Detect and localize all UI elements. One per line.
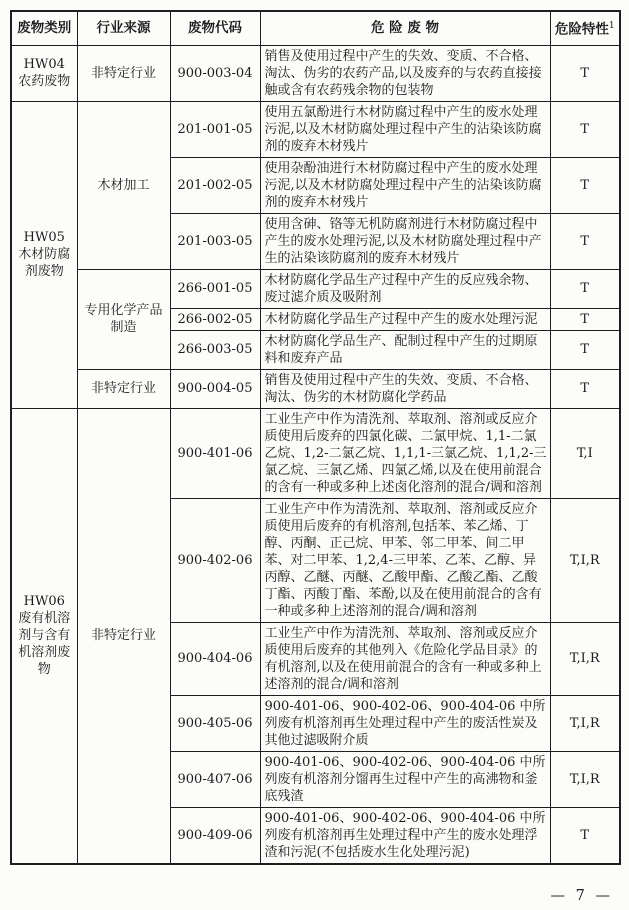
table-row (11, 101, 620, 157)
hazard-property-cell: T,I,R (550, 695, 620, 751)
header-industry-source: 行业来源 (77, 11, 170, 45)
waste-code-cell: 201-001-05 (170, 101, 260, 157)
industry-source-cell: 木材加工 (77, 101, 170, 269)
table-row (11, 269, 620, 308)
waste-code-cell: 201-002-05 (170, 157, 260, 213)
waste-code-cell: 266-001-05 (170, 269, 260, 308)
hazardous-waste-description-cell: 900-401-06、900-402-06、900-404-06 中所列废有机溶剂分馏再生过程中产生的高沸物和釜底残渣 (260, 751, 550, 807)
header-hazard-property-footnote: 1 (608, 21, 615, 31)
waste-code-cell: 201-003-05 (170, 213, 260, 269)
waste-code-cell: 266-003-05 (170, 330, 260, 369)
hazardous-waste-description-cell: 使用杂酚油进行木材防腐过程中产生的废水处理污泥,以及木材防腐处理过程中产生的沾染该防腐剂的废弃木材残片 (260, 157, 550, 213)
header-row (11, 11, 620, 45)
hazardous-waste-description-cell: 工业生产中作为清洗剂、萃取剂、溶剂或反应介质使用后废弃的四氯化碳、二氯甲烷、1,1-二氯乙烷、1,2-二氯乙烷、1,1,1-三氯乙烷、1,1,2-三氯乙烷、三氯乙烯、四氯乙烯,以及在使用前混合的含有一种或多种上述卤化溶剂的混合/调和溶剂 (260, 408, 550, 498)
hazard-property-cell: T,I,R (550, 622, 620, 695)
category-code: HW04 (23, 57, 65, 72)
waste-category-cell (11, 45, 77, 101)
category-code: HW06 (23, 594, 65, 609)
waste-code-cell: 900-003-04 (170, 45, 260, 101)
hazardous-waste-description-cell: 使用五氯酚进行木材防腐过程中产生的废水处理污泥,以及木材防腐处理过程中产生的沾染该防腐剂的废弃木材残片 (260, 101, 550, 157)
hazard-property-cell: T (550, 45, 620, 101)
hazardous-waste-description-cell: 使用含砷、铬等无机防腐剂进行木材防腐过程中产生的废水处理污泥,以及木材防腐处理过程中产生的沾染该防腐剂的废弃木材残片 (260, 213, 550, 269)
category-code: HW05 (23, 230, 65, 245)
table-row (11, 45, 620, 101)
hazardous-waste-description-cell: 销售及使用过程中产生的失效、变质、不合格、淘汰、伪劣的木材防腐化学药品 (260, 369, 550, 408)
hazardous-waste-description-cell: 木材防腐化学品生产过程中产生的反应残余物、废过滤介质及吸附剂 (260, 269, 550, 308)
waste-code-cell: 900-405-06 (170, 695, 260, 751)
hazard-property-cell: T (550, 330, 620, 369)
category-name: 农药废物 (18, 74, 71, 89)
hazardous-waste-description-cell: 木材防腐化学品生产、配制过程中产生的过期原料和废弃产品 (260, 330, 550, 369)
header-hazard-property-label: 危险特性 (554, 21, 609, 38)
hazardous-waste-description-cell: 900-401-06、900-402-06、900-404-06 中所列废有机溶剂再生处理过程中产生的废活性炭及其他过滤吸附介质 (260, 695, 550, 751)
header-hazard-property (550, 11, 620, 45)
header-hazardous-waste: 危 险 废 物 (260, 11, 550, 45)
hazard-property-cell: T (550, 101, 620, 157)
table-row (11, 369, 620, 408)
waste-code-cell: 900-402-06 (170, 498, 260, 622)
industry-source-cell: 非特定行业 (77, 408, 170, 864)
hazardous-waste-description-cell: 工业生产中作为清洗剂、萃取剂、溶剂或反应介质使用后废弃的有机溶剂,包括苯、苯乙烯、丁醇、丙酮、正己烷、甲苯、邻二甲苯、间二甲苯、对二甲苯、1,2,4-三甲苯、乙苯、乙醇、异丙醇、乙醚、丙醚、乙酸甲酯、乙酸乙酯、乙酸丁酯、丙酸丁酯、苯酚,以及在使用前混合的含有一种或多种上述溶剂的混合/调和溶剂 (260, 498, 550, 622)
waste-code-cell: 900-004-05 (170, 369, 260, 408)
hazard-property-cell: T (550, 157, 620, 213)
waste-code-cell: 900-409-06 (170, 807, 260, 864)
industry-source-cell: 专用化学产品制造 (77, 269, 170, 369)
hazard-property-cell: T,I (550, 408, 620, 498)
hazardous-waste-description-cell: 900-401-06、900-402-06、900-404-06 中所列废有机溶剂再生处理过程中产生的废水处理浮渣和污泥(不包括废水生化处理污泥) (260, 807, 550, 864)
category-name: 废有机溶剂与含有机溶剂废物 (18, 611, 71, 677)
industry-source-cell: 非特定行业 (77, 369, 170, 408)
waste-category-cell (11, 101, 77, 408)
waste-code-cell: 900-404-06 (170, 622, 260, 695)
waste-category-cell (11, 408, 77, 864)
hazardous-waste-description-cell: 工业生产中作为清洗剂、萃取剂、溶剂或反应介质使用后废弃的其他列入《危险化学品目录》的有机溶剂,以及在使用前混合的含有一种或多种上述溶剂的混合/调和溶剂 (260, 622, 550, 695)
waste-code-cell: 266-002-05 (170, 308, 260, 330)
industry-source-cell: 非特定行业 (77, 45, 170, 101)
waste-code-cell: 900-401-06 (170, 408, 260, 498)
document-page (10, 10, 619, 865)
waste-code-cell: 900-407-06 (170, 751, 260, 807)
header-waste-code: 废物代码 (170, 11, 260, 45)
hazard-property-cell: T (550, 308, 620, 330)
hazard-property-cell: T (550, 807, 620, 864)
hazardous-waste-description-cell: 销售及使用过程中产生的失效、变质、不合格、淘汰、伪劣的农药产品,以及废弃的与农药直接接触或含有农药残余物的包装物 (260, 45, 550, 101)
hazard-property-cell: T (550, 269, 620, 308)
table-header (11, 11, 620, 45)
hazard-property-cell: T (550, 213, 620, 269)
table-row (11, 408, 620, 498)
category-name: 木材防腐剂废物 (18, 247, 71, 279)
page-number: — 7 — (550, 888, 613, 904)
hazard-property-cell: T,I,R (550, 751, 620, 807)
hazard-property-cell: T (550, 369, 620, 408)
hazard-property-cell: T,I,R (550, 498, 620, 622)
hazardous-waste-description-cell: 木材防腐化学品生产过程中产生的废水处理污泥 (260, 308, 550, 330)
hazardous-waste-table (10, 10, 621, 865)
table-body (11, 45, 620, 864)
header-waste-category: 废物类别 (11, 11, 77, 45)
